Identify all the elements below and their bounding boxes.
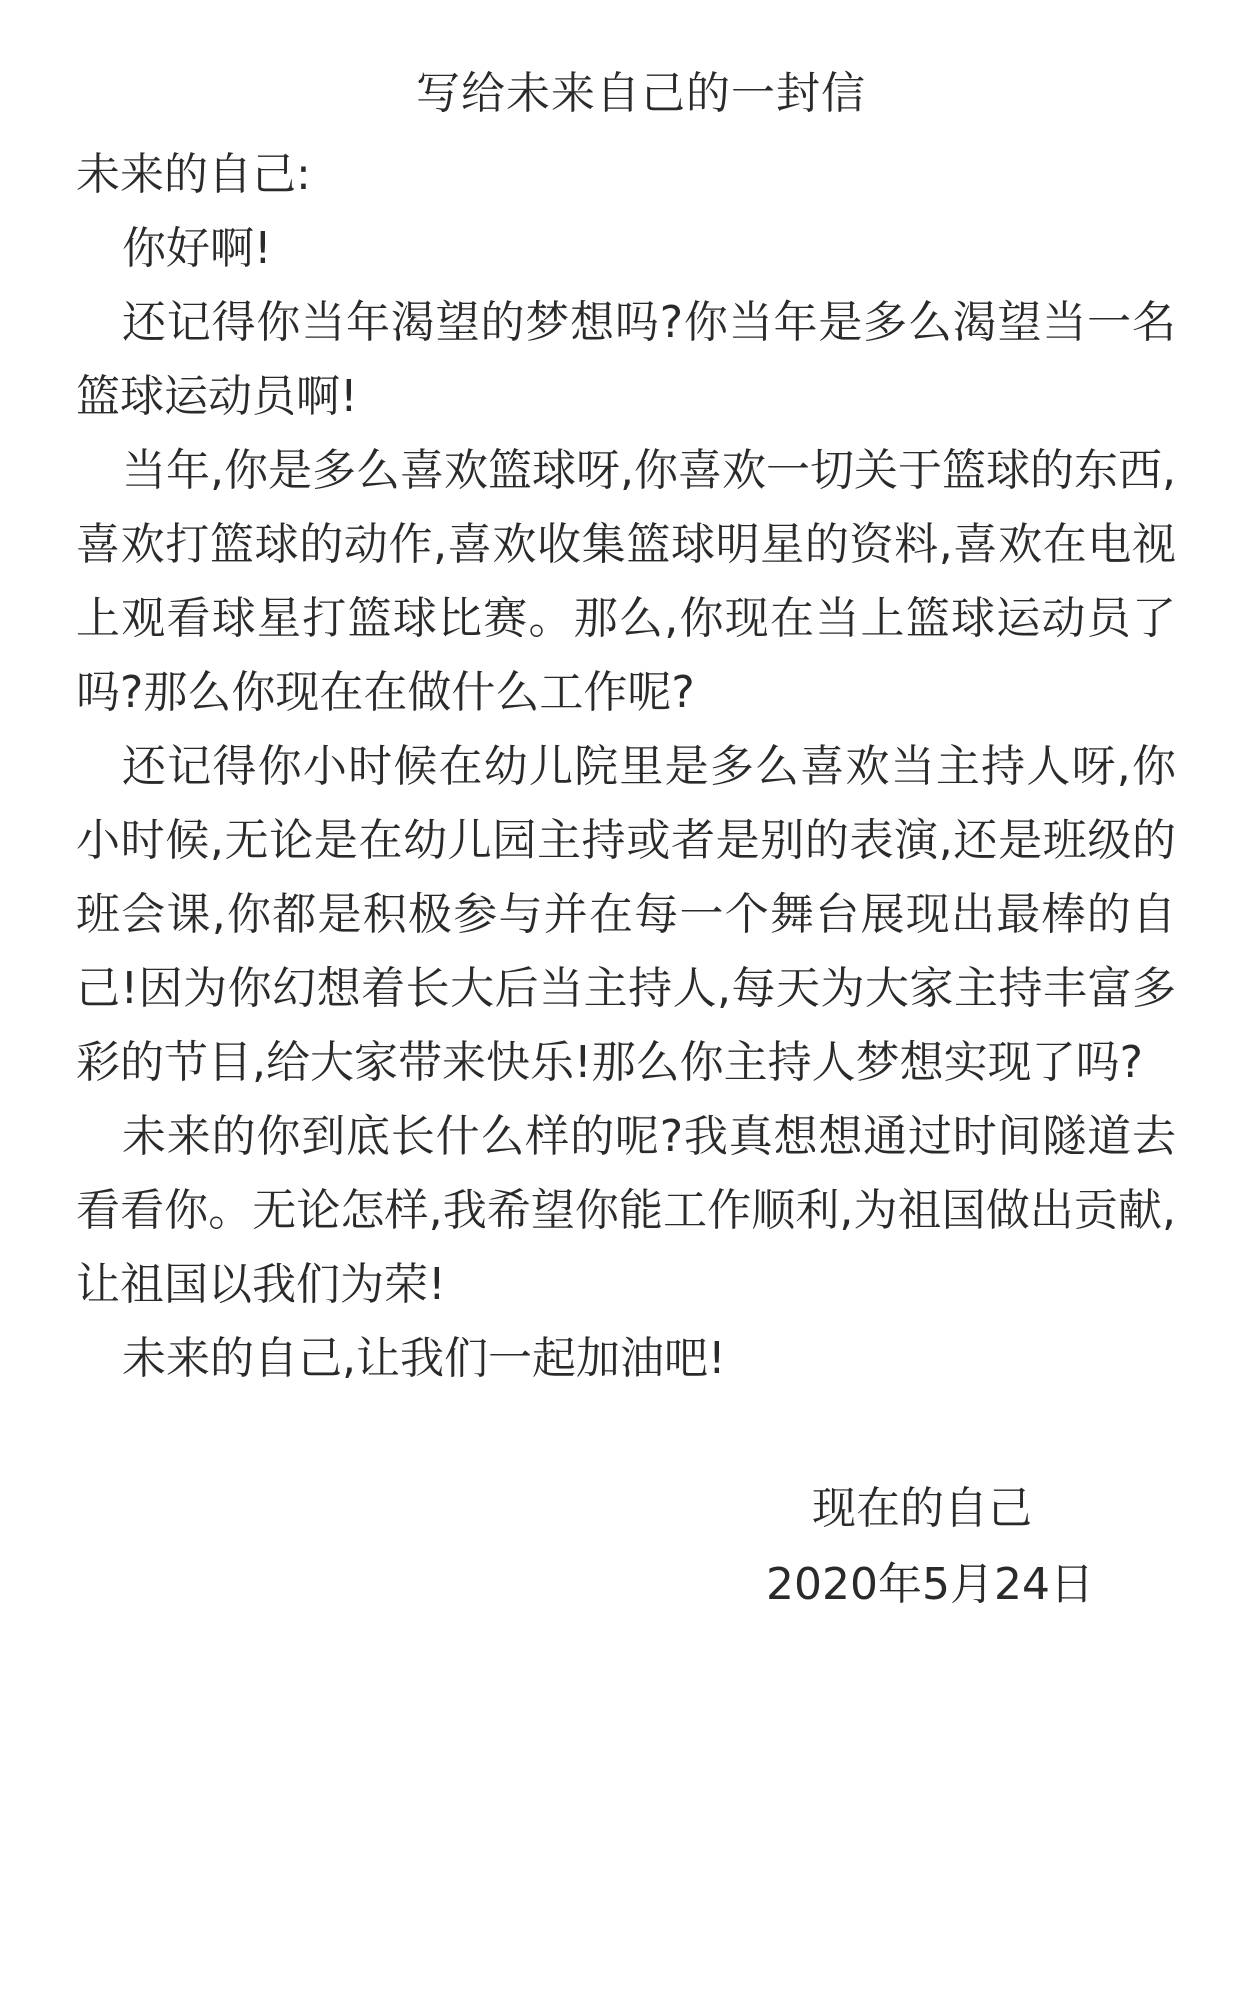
letter-body bbox=[76, 212, 1176, 1396]
paragraph-hello: 你好啊! bbox=[122, 223, 272, 274]
paragraph-basketball-dream: 还记得你当年渴望的梦想吗?你当年是多么渴望当一名篮球运动员啊! bbox=[76, 297, 1176, 422]
letter-greeting: 未来的自己: bbox=[76, 149, 311, 200]
paragraph-basketball-love: 当年,你是多么喜欢篮球呀,你喜欢一切关于篮球的东西,喜欢打篮球的动作,喜欢收集篮球明星的资料,喜欢在电视上观看球星打篮球比赛。那么,你现在当上篮球运动员了吗?那么你现在在做什么工作呢? bbox=[76, 445, 1176, 718]
letter-title: 写给未来自己的一封信 bbox=[416, 68, 866, 119]
paragraph-closing: 未来的自己,让我们一起加油吧! bbox=[122, 1333, 726, 1384]
signature-name: 现在的自己 bbox=[812, 1483, 1032, 1534]
letter bbox=[76, 64, 1176, 1396]
paragraph-future-self: 未来的你到底长什么样的呢?我真想想通过时间隧道去看看你。无论怎样,我希望你能工作顺利,为祖国做出贡献,让祖国以我们为荣! bbox=[76, 1111, 1176, 1310]
paragraph-host-dream: 还记得你小时候在幼儿院里是多么喜欢当主持人呀,你小时候,无论是在幼儿园主持或者是别的表演,还是班级的班会课,你都是积极参与并在每一个舞台展现出最棒的自己!因为你幻想着长大后当主持人,每天为大家主持丰富多彩的节目,给大家带来快乐!那么你主持人梦想实现了吗? bbox=[76, 741, 1176, 1088]
signature-date: 2020年5月24日 bbox=[766, 1559, 1094, 1610]
